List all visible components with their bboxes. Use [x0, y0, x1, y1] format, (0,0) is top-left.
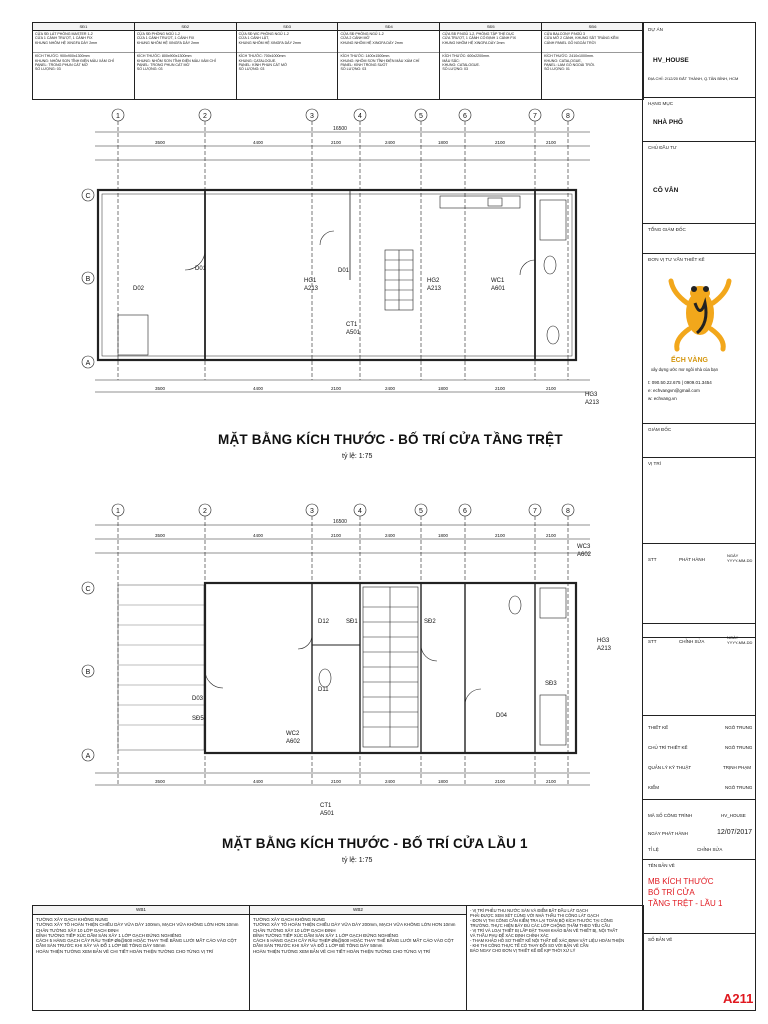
tb-label: TỔNG GIÁM ĐỐC [648, 227, 686, 232]
door-tag: D11 [318, 687, 329, 693]
tb-name: NGÔ TRUNG [725, 745, 753, 750]
grid-label: 2 [203, 113, 207, 120]
grid-label: 5 [419, 508, 423, 515]
tb-name: TRỊNH PHẠM [723, 765, 751, 770]
tb-label: STT [648, 557, 657, 562]
schedule-spec: KÍCH THƯỚC: 600x2200mm. MÀU SẮC: KHUNG: CATALOGUE. SỐ LƯỢNG: 03 [440, 52, 541, 73]
dim: 1800 [437, 533, 449, 538]
schedule-header: SĐ4 [338, 23, 439, 31]
section-tag: HG2 [427, 278, 440, 284]
schedule-desc: CỬA SĐ PHÒNG NGỦ 1-2 CỬA 1 CÁNH TRƯỢT, 1 CÁNH FIX KHUNG NHÔM HỆ XINGFA DÀY 2mm [136, 32, 200, 45]
door-tag: D01 [338, 268, 350, 274]
door-tag: D02 [133, 286, 145, 292]
grid-label: 5 [419, 113, 423, 120]
schedule-col [237, 23, 339, 99]
schedule-col [542, 23, 643, 99]
tb-sheet-no [643, 933, 755, 1009]
grid-label: C [85, 193, 91, 200]
floor-plans [0, 100, 640, 900]
grid-label: 3 [310, 508, 314, 515]
tb-sheet-number: A211 [723, 991, 754, 1006]
title-block [642, 22, 756, 1011]
schedule-col [33, 23, 135, 99]
section-tag: A601 [491, 286, 506, 292]
stair-ground [385, 250, 413, 310]
tb-label: HẠNG MỤC [648, 101, 674, 106]
grid-label: 4 [358, 508, 362, 515]
schedule-spec: KÍCH THƯỚC: 900x900x1300mm KHUNG: NHÔM SƠN TĨNH ĐIỆN MÀU XÁM CHỈ PANEL: TRONG PHUN CÁT MỜ SỐ LƯỢNG: 03 [33, 52, 134, 73]
dim: 4400 [252, 533, 264, 538]
section-tag: HG1 [304, 278, 317, 284]
dim: 1800 [437, 779, 449, 784]
grid-label: 8 [566, 508, 570, 515]
section-tag: A501 [320, 811, 335, 817]
dim: 4400 [252, 140, 264, 145]
tb-label: TỈ LỆ [648, 847, 659, 852]
note-col [250, 906, 467, 1010]
note-header: WB2 [250, 906, 466, 915]
schedule-spec: KÍCH THƯỚC: 800x900x1300mm KHUNG: NHÔM SƠN TĨNH ĐIỆN MÀU XÁM CHỈ PANEL: TRONG PHUN CÁT MỜ SỐ LƯỢNG: 03 [135, 52, 236, 73]
grid-label: 1 [116, 508, 120, 515]
tb-role: CHỦ TRÌ THIẾT KẾ [648, 745, 688, 750]
section-tag: A501 [346, 330, 361, 336]
tb-label: VỊ TRÍ [648, 461, 661, 466]
schedule-header: SĐ2 [135, 23, 236, 31]
tb-drawing-name: BỐ TRÍ CỬA [648, 888, 695, 897]
dim: 2100 [330, 779, 342, 784]
grid-label: A [85, 360, 91, 367]
schedule-spec: KÍCH THƯỚC: 1400x1500mm. KHUNG: NHÔM SƠN TĨNH ĐIỆN MÀU XÁM CHỈ PANEL: KÍNH TRONG SUỐT SỐ LƯỢNG: 03 [338, 52, 439, 73]
dim: 2100 [545, 386, 557, 391]
tb-value: CÔ VÂN [653, 187, 679, 194]
tb-owner [643, 141, 755, 224]
tb-item [643, 97, 755, 142]
schedule-desc: CỬA SĐ LÁT PHÒNG MASTER 1-2 CỬA 1 CÁNH TRƯỢT, 1 CÁNH FIX KHUNG NHÔM HỆ XINGFA DÀY 2mm [35, 32, 98, 45]
dim: 2100 [494, 386, 506, 391]
dim: 2100 [545, 140, 557, 145]
tb-director [643, 423, 755, 458]
dim: 2100 [545, 779, 557, 784]
door-tag: D12 [318, 619, 330, 625]
dim: 2100 [330, 386, 342, 391]
section-tag: A213 [597, 646, 612, 652]
section-tag: WC1 [491, 278, 505, 284]
grid-label: 2 [203, 508, 207, 515]
grid-label: 7 [533, 508, 537, 515]
tb-label: GIÁM ĐỐC [648, 427, 672, 432]
grid-label: 4 [358, 113, 362, 120]
tb-gm [643, 223, 755, 254]
tb-roles [643, 715, 755, 800]
plan-scale: tỷ lệ: 1:75 [342, 857, 373, 864]
tb-slogan: xây dựng ước mơ ngôi nhà của bạn [651, 367, 718, 372]
grid-bubbles-top-1 [112, 109, 574, 380]
tb-drawing-title [643, 859, 755, 934]
tb-value: CHỈNH SỬA [697, 847, 723, 852]
tb-value: 12/07/2017 [717, 829, 753, 836]
tb-issue [643, 543, 755, 638]
stair-first [363, 587, 418, 747]
tb-value: HV_HOUSE [721, 813, 746, 818]
dim: 3500 [154, 779, 166, 784]
tb-name: NGÔ TRUNG [725, 785, 753, 790]
tb-label: MÃ SỐ CÔNG TRÌNH [648, 813, 693, 818]
dim: 1800 [437, 386, 449, 391]
schedule-col [440, 23, 542, 99]
tb-contact: t: 090.50.22.675 | 0909.01.3454 [648, 380, 712, 385]
dim: 2100 [494, 533, 506, 538]
door-tag: D03 [192, 696, 204, 702]
tb-label: CHỈNH SỬA [679, 639, 705, 644]
section-tag: A213 [585, 400, 600, 406]
plan-first-floor [82, 504, 612, 817]
tb-location [643, 457, 755, 544]
dim: 3500 [154, 533, 166, 538]
section-tag: WC2 [286, 731, 300, 737]
dim: 2100 [545, 533, 557, 538]
section-tag: A213 [427, 286, 442, 292]
section-tag: CT1 [346, 322, 358, 328]
tb-drawing-name: MB KÍCH THƯỚC [648, 877, 714, 886]
tb-label: NGÀY PHÁT HÀNH [648, 831, 688, 836]
tb-revision [643, 637, 755, 716]
tb-label: CHỦ ĐẦU TƯ [648, 145, 677, 150]
dim: 2400 [384, 386, 396, 391]
door-tag: SĐ1 [346, 619, 358, 625]
schedule-header: SĐ1 [33, 23, 134, 31]
plan-title: MẶT BẰNG KÍCH THƯỚC - BỐ TRÍ CỬA LẦU 1 [222, 836, 528, 851]
tb-label: NGÀY YYYY-MM-DD [727, 553, 753, 563]
section-tag: WC3 [577, 544, 591, 550]
schedule-header: SĐ6 [542, 23, 643, 31]
tb-label: NGÀY YYYY-MM-DD [727, 635, 753, 645]
grid-label: 8 [566, 113, 570, 120]
schedule-spec: KÍCH THƯỚC: 2410x1000mm. KHUNG: CATALOGUE. PANEL: LAM GỖ NGOÀI TRỜI. SỐ LƯỢNG: 01 [542, 52, 643, 73]
note-text: TƯỜNG XÂY GẠCH KHÔNG NUNG TƯỜNG XÂY TÔ HOÀN THIỆN CHIỀU DÀY VỮA DÀY 200mm, MẠCH VỮA KHÔNG LỚN HƠN 10mm CHÂN TƯỜNG XÂY 10 LỚP GẠCH ĐINH ĐỈNH TƯỜNG TIẾP XÚC DẦM SÀN XÂY 1 LỚP GẠCH ĐỨNG NGHIÊNG CÁCH 5 HÀNG GẠCH CÂY RÂU THÉP Ø6@500 HOẶC THAY THẾ BẰNG LƯỚI MẮT CÁO VÀO CỘT DẦM SÀN TRƯỚC KHI XÂY VÀ ĐỔ 1 LỚP BÊ TÔNG DÀY 50mm HOÀN THIỆN TƯỜNG XEM BẢN VẼ CHI TIẾT HOÀN THIỆN TƯỜNG CHO TỪNG VỊ TRÍ [253, 917, 456, 954]
dim-total: 16500 [333, 126, 347, 132]
tb-value: NHÀ PHỐ [653, 119, 683, 126]
dim: 2100 [494, 779, 506, 784]
note-header: WB1 [33, 906, 249, 915]
grid-label: A [85, 753, 91, 760]
section-tag: A213 [304, 286, 319, 292]
tb-label: DỰ ÁN [648, 27, 663, 32]
schedule-col [135, 23, 237, 99]
wall-notes [32, 905, 644, 1011]
grid-label: 7 [533, 113, 537, 120]
schedule-spec: KÍCH THƯỚC: 700x1000mm KHUNG: CATALOGUE. PANEL: KÍNH PHUN CÁT MỜ SỐ LƯỢNG: 03 [237, 52, 338, 73]
frog-logo-icon [665, 273, 735, 353]
grid-label: C [85, 586, 91, 593]
dim: 2400 [384, 533, 396, 538]
exterior-wall [98, 190, 576, 360]
tb-label: SỐ BẢN VẼ [648, 937, 673, 942]
tb-role: THIẾT KẾ [648, 725, 669, 730]
tb-address: ĐỊA CHỈ: 2/12/20 ĐẮT THÀNH, Q.TÂN BÌNH, HCM [648, 76, 739, 81]
schedule-desc: CỬA BALCONY P.NGỦ 3 CỬA MỞ 2 CÁNH, KHUNG SẮT TRÁNG KẼM CÁNH PANEL GỖ NGOÀI TRỜI [544, 32, 619, 45]
tb-label: ĐƠN VỊ TƯ VẤN THIẾT KẾ [648, 257, 705, 262]
plan-title: MẶT BẰNG KÍCH THƯỚC - BỐ TRÍ CỬA TẦNG TRỆT [218, 432, 563, 447]
section-tag: A602 [286, 739, 301, 745]
tb-contact: e: echvangvn@gmail.com [648, 388, 700, 393]
plan-ground-floor [82, 109, 600, 406]
section-tag: HG3 [597, 638, 610, 644]
section-tag: A602 [577, 552, 592, 558]
door-tag: SĐ3 [545, 681, 557, 687]
dim: 4400 [252, 386, 264, 391]
schedule-desc: CỬA SĐ WC PHÒNG NGỦ 1-2 CỬA 1 CÁNH LẬT, KHUNG NHÔM HỆ XINGFA DÀY 2mm [238, 32, 301, 45]
tb-value: HV_HOUSE [653, 57, 689, 64]
grid-label: B [85, 276, 91, 283]
note-col [33, 906, 250, 1010]
door-tag: D01 [195, 266, 207, 272]
dim-total: 16500 [333, 519, 347, 525]
plan-scale: tỷ lệ: 1:75 [342, 453, 373, 460]
schedule-col [338, 23, 440, 99]
dim: 3500 [154, 140, 166, 145]
schedule-header: SĐ3 [237, 23, 338, 31]
note-text: - VỊ TRÍ PHỄU THU NƯỚC SÀN VÀ ĐIỂM BẮT ĐẦU LÁT GẠCH PHẢI ĐƯỢC XEM XÉT CÙNG VỚI NHÀ THẦU THI CÔNG LÁT GẠCH - ĐƠN VỊ THI CÔNG CẦN KIỂM TRA LẠI TOÀN BỘ KÍCH THƯỚC TẠI CÔNG TRƯỜNG. THỰC HIỆN BÁY ĐỦ CÁC LỚP CHỐNG THẤM THEO YÊU CẦU - VỊ TRÍ VÀ LOẠI THIẾT BỊ LẮP ĐẶT THAM KHẢO BẢN VẼ THIẾT BỊ, NỘI THẤT VÀ THẦU PHỤ ĐỂ XÁC ĐỊNH CHÍNH XÁC - THAM KHẢO HỒ SƠ THIẾT KẾ NỘI THẤT ĐỂ XÁC ĐỊNH VẬT LIỆU HOÀN THIỆN - KHI THI CÔNG THỰC TẾ CÓ THAY ĐỔI SO VỚI BẢN VẼ CẦN BÁO NGAY CHO ĐƠN VỊ THIẾT KẾ ĐỂ KỊP THỜI XỬ LÝ [470, 908, 625, 953]
grid-label: 6 [463, 508, 467, 515]
dim: 1800 [437, 140, 449, 145]
tb-contact: w: echvang.vn [648, 396, 677, 401]
grid-label: B [85, 669, 91, 676]
door-tag: SĐ5 [192, 716, 204, 722]
dim: 2100 [330, 140, 342, 145]
tb-role: KIỂM [648, 785, 660, 790]
section-tag: HG3 [585, 392, 598, 398]
tb-meta [643, 799, 755, 860]
grid-label: 6 [463, 113, 467, 120]
tb-consultant [643, 253, 755, 424]
dim: 2100 [494, 140, 506, 145]
door-schedule [32, 22, 644, 100]
tb-brand: ẾCH VÀNG [671, 357, 708, 364]
dim: 2100 [330, 533, 342, 538]
schedule-header: SĐ5 [440, 23, 541, 31]
schedule-desc: CỬA SĐ P.NGỦ 1-2, PHÒNG TẬP THỂ DỤC CỬA TRƯỢT, 1 CÁNH CÓ ĐỊNH 1 CÁNH FIX KHUNG NHÔM HỆ XINGFA DÀY 2mm [442, 32, 516, 45]
tb-name: NGÔ TRUNG [725, 725, 753, 730]
door-tag: SĐ2 [424, 619, 436, 625]
dim: 3500 [154, 386, 166, 391]
note-text: TƯỜNG XÂY GẠCH KHÔNG NUNG TƯỜNG XÂY TÔ HOÀN THIỆN CHIỀU DÀY VỮA DÀY 100mm, MẠCH VỮA KHÔNG LỚN HƠN 10mm CHÂN TƯỜNG XÂY 10 LỚP GẠCH ĐINH ĐỈNH TƯỜNG TIẾP XÚC DẦM SÀN XÂY 1 LỚP GẠCH ĐỨNG NGHIÊNG CÁCH 5 HÀNG GẠCH CÂY RÂU THÉP Ø6@500 HOẶC THAY THẾ BẰNG LƯỚI MẮT CÁO VÀO CỘT DẦM SÀN TRƯỚC KHI XÂY VÀ ĐỔ 1 LỚP BÊ TÔNG DÀY 50mm HOÀN THIỆN TƯỜNG XEM BẢN VẼ CHI TIẾT HOÀN THIỆN TƯỜNG CHO TỪNG VỊ TRÍ [36, 917, 239, 954]
door-tag: D04 [496, 713, 508, 719]
section-tag: CT1 [320, 803, 332, 809]
note-col [467, 906, 642, 1010]
dim: 4400 [252, 779, 264, 784]
tb-drawing-name: TẦNG TRỆT - LẦU 1 [648, 899, 723, 908]
grid-label: 1 [116, 113, 120, 120]
grid-label: 3 [310, 113, 314, 120]
tb-project [643, 23, 755, 98]
tb-label: TÊN BẢN VẼ [648, 863, 675, 868]
schedule-desc: CỬA SĐ PHÒNG NGỦ 1-2 CỬA 2 CÁNH MỞ KHUNG NHÔM HỆ XINGFA DÀY 2mm [340, 32, 403, 45]
tb-label: STT [648, 639, 657, 644]
tb-label: PHÁT HÀNH [679, 557, 705, 562]
dim: 2400 [384, 779, 396, 784]
dim: 2400 [384, 140, 396, 145]
tb-role: QUẢN LÝ KỸ THUẬT [648, 765, 692, 770]
